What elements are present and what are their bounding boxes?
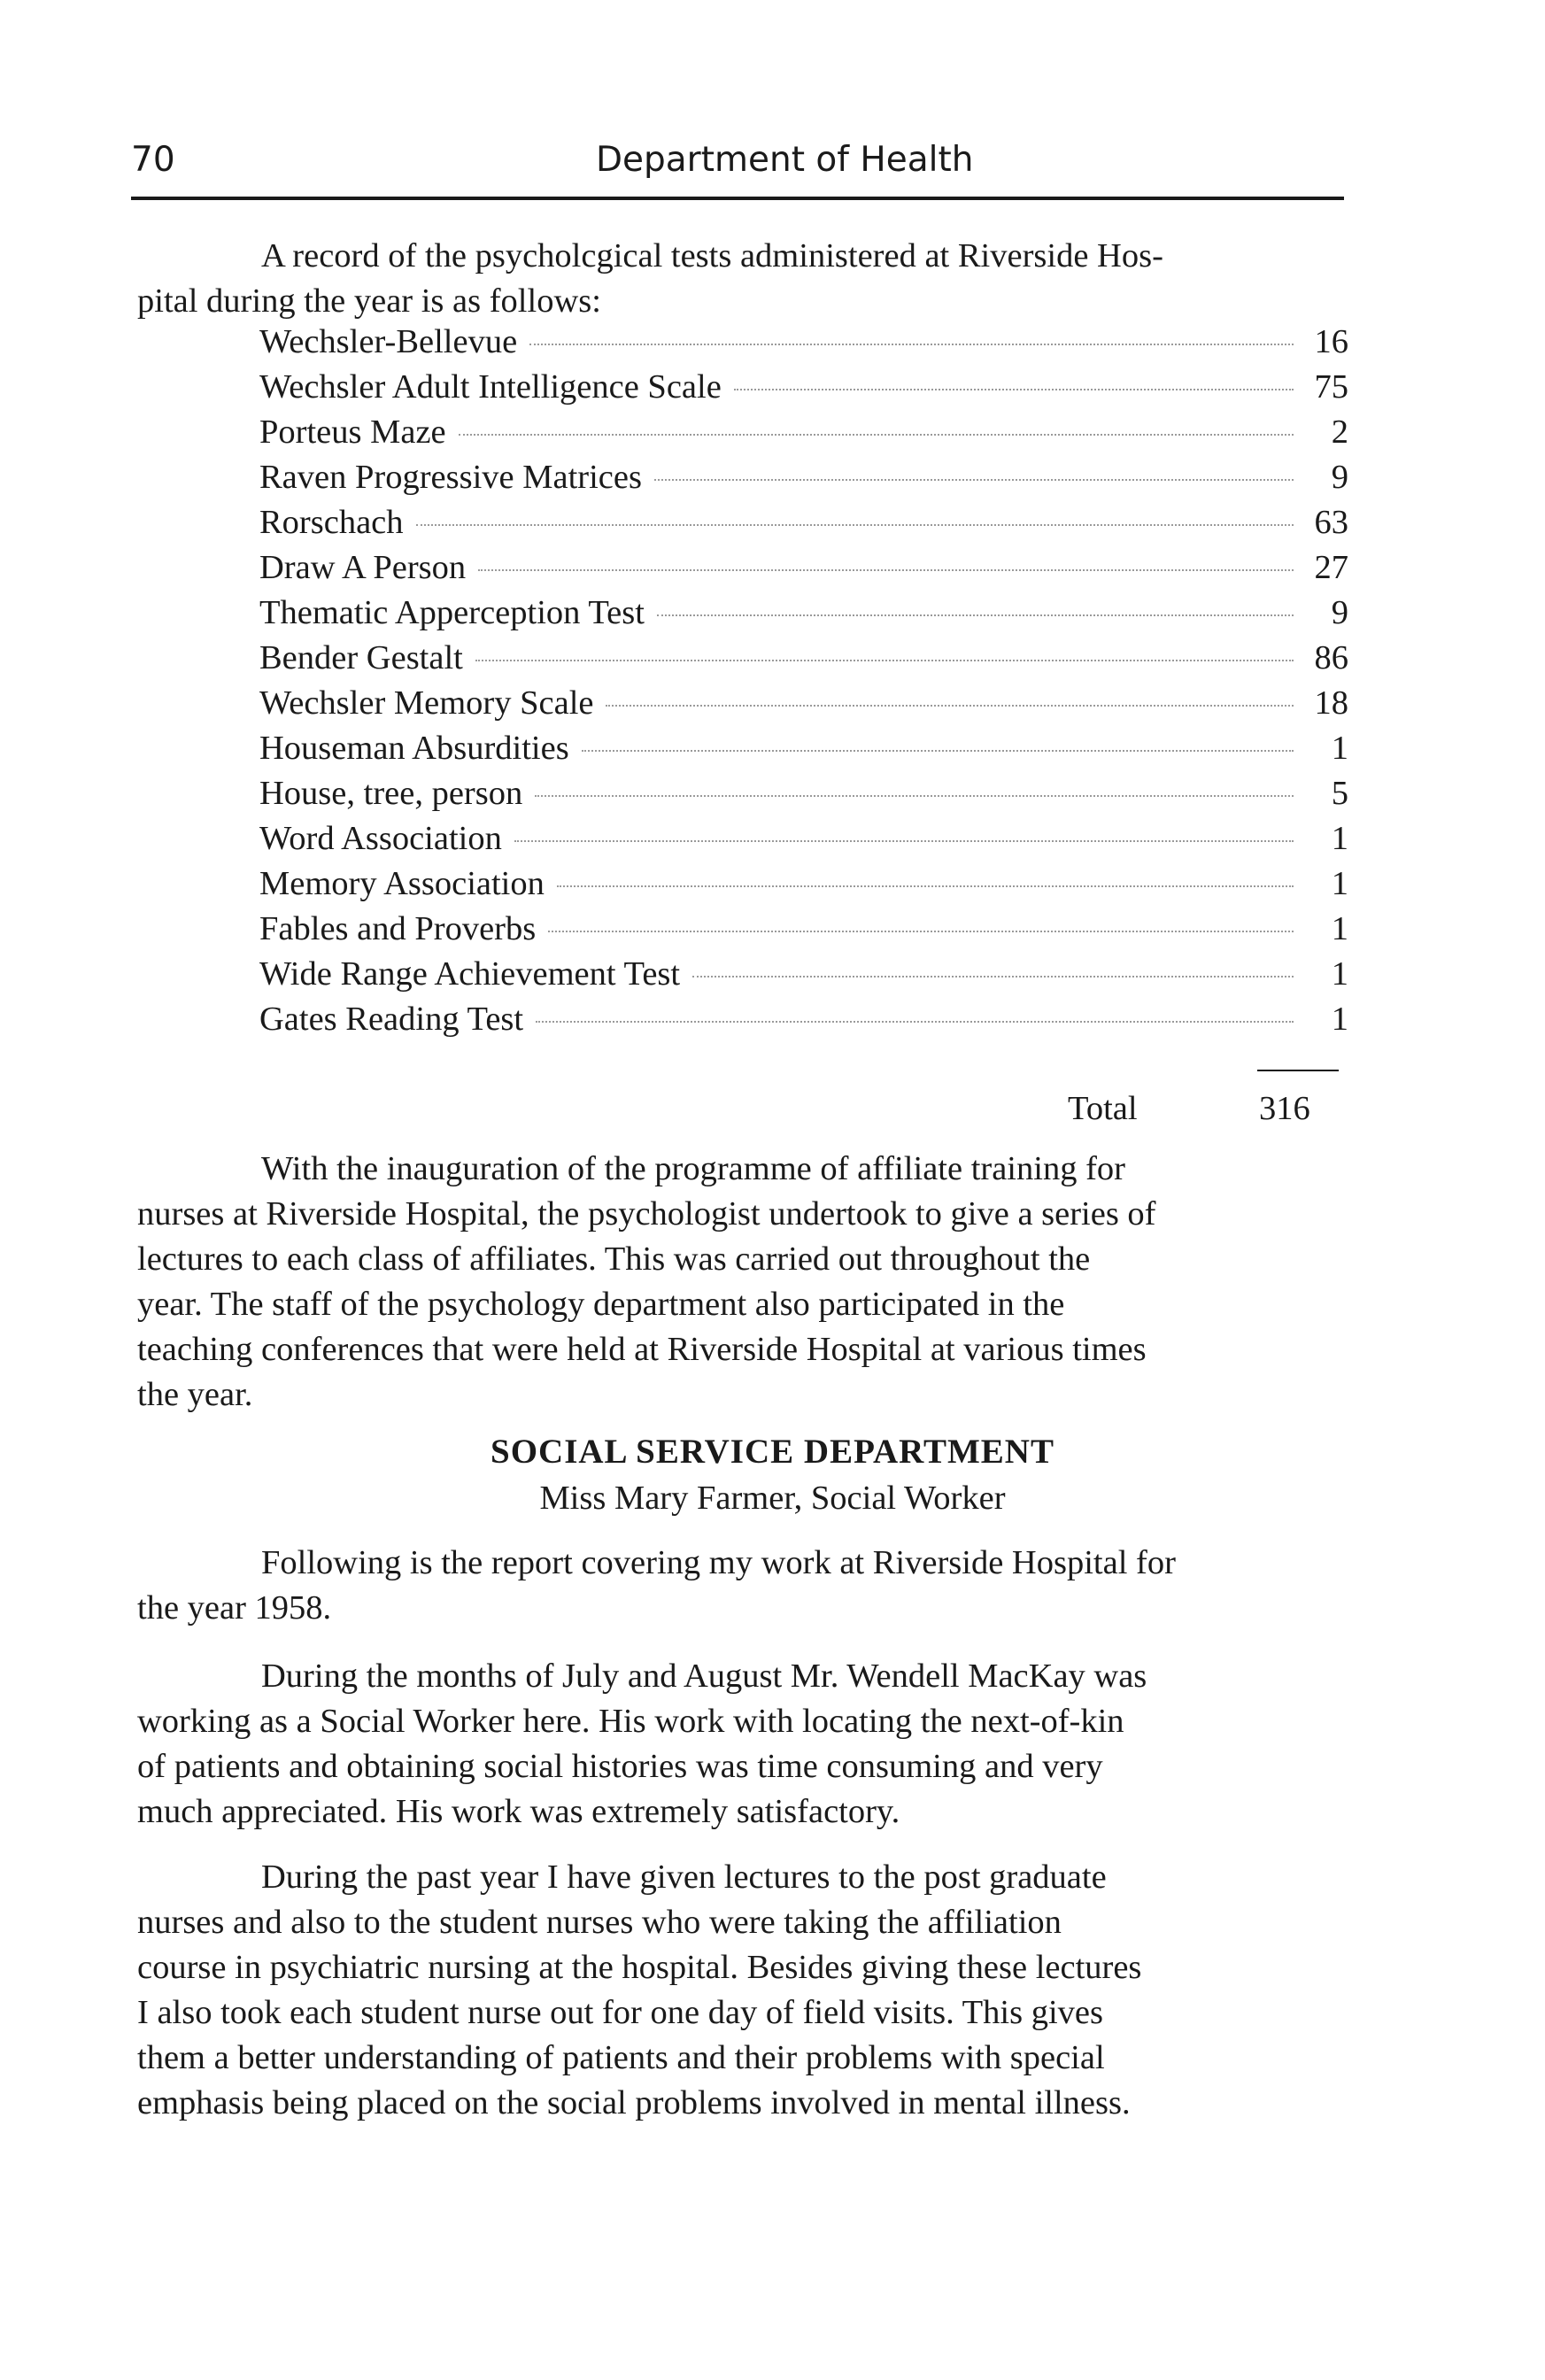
test-row (259, 954, 1348, 1000)
test-count: 2 (1331, 413, 1348, 451)
page-number: 70 (131, 140, 175, 180)
test-count: 18 (1314, 684, 1348, 722)
text-line: nurses at Riverside Hospital, the psychologist undertook to give a series of (137, 1195, 1156, 1232)
total-rule (1257, 1070, 1339, 1071)
text-line: With the inauguration of the programme of affiliate training for (261, 1150, 1125, 1187)
dot-leader (475, 660, 1294, 661)
text-line: pital during the year is as follows: (137, 282, 601, 320)
text-line: lectures to each class of affiliates. This was carried out throughout the (137, 1240, 1091, 1278)
test-name: Fables and Proverbs (259, 910, 537, 947)
test-name: Thematic Apperception Test (259, 594, 645, 631)
test-count: 9 (1331, 459, 1348, 496)
test-name: Raven Progressive Matrices (259, 459, 642, 496)
test-row (259, 909, 1348, 954)
test-row (259, 729, 1348, 774)
test-row (259, 1000, 1348, 1045)
tests-table (259, 322, 1348, 1045)
test-row (259, 593, 1348, 638)
report-paragraph (137, 1541, 1461, 1631)
dot-leader (657, 614, 1294, 616)
header-rule (131, 197, 1344, 200)
dot-leader (536, 1021, 1294, 1023)
test-row (259, 819, 1348, 864)
text-line: nurses and also to the student nurses who were taking the affiliation (137, 1904, 1062, 1941)
test-count: 1 (1331, 730, 1348, 767)
total-value: 316 (1259, 1090, 1310, 1127)
test-count: 86 (1314, 639, 1348, 676)
text-line: them a better understanding of patients and their problems with special (137, 2039, 1105, 2076)
test-name: Memory Association (259, 865, 545, 902)
test-count: 63 (1314, 504, 1348, 541)
dot-leader (535, 795, 1294, 797)
text-line: the year. (137, 1376, 253, 1413)
test-count: 75 (1314, 368, 1348, 406)
test-row (259, 638, 1348, 684)
dot-leader (529, 344, 1294, 345)
dot-leader (606, 705, 1294, 707)
text-line: the year 1958. (137, 1589, 332, 1627)
dot-leader (416, 524, 1294, 526)
test-row (259, 458, 1348, 503)
dot-leader (654, 479, 1294, 481)
running-head: Department of Health (596, 140, 974, 180)
test-row (259, 503, 1348, 548)
test-row (259, 548, 1348, 593)
test-count: 1 (1331, 1001, 1348, 1038)
text-line: Following is the report covering my work at Riverside Hospital for (261, 1544, 1176, 1581)
test-count: 27 (1314, 549, 1348, 586)
test-name: House, tree, person (259, 775, 523, 812)
text-line: I also took each student nurse out for one day of field visits. This gives (137, 1994, 1103, 2031)
test-name: Rorschach (259, 504, 404, 541)
text-line: During the past year I have given lectures to the post graduate (261, 1858, 1107, 1896)
lectures-paragraph (137, 1855, 1461, 2126)
text-line: During the months of July and August Mr. Wendell MacKay was (261, 1658, 1147, 1695)
text-line: teaching conferences that were held at Riverside Hospital at various times (137, 1331, 1147, 1368)
text-line: emphasis being placed on the social problems involved in mental illness. (137, 2084, 1131, 2121)
mackay-paragraph (137, 1654, 1461, 1835)
test-name: Word Association (259, 820, 502, 857)
programme-paragraph (137, 1147, 1461, 1418)
test-name: Draw A Person (259, 549, 467, 586)
page-header (131, 133, 1459, 189)
test-name: Houseman Absurdities (259, 730, 569, 767)
text-line: course in psychiatric nursing at the hospital. Besides giving these lectures (137, 1949, 1142, 1986)
test-count: 9 (1331, 594, 1348, 631)
test-name: Bender Gestalt (259, 639, 463, 676)
test-count: 1 (1331, 865, 1348, 902)
dot-leader (582, 750, 1294, 752)
test-row (259, 684, 1348, 729)
text-line: year. The staff of the psychology department also participated in the (137, 1286, 1065, 1323)
intro-paragraph (137, 234, 1461, 324)
dot-leader (478, 569, 1294, 571)
test-name: Porteus Maze (259, 413, 446, 451)
test-count: 1 (1331, 955, 1348, 993)
dot-leader (692, 976, 1294, 978)
test-name: Wechsler-Bellevue (259, 323, 518, 360)
test-name: Gates Reading Test (259, 1001, 524, 1038)
text-line: A record of the psycholcgical tests administered at Riverside Hos- (261, 237, 1163, 274)
test-row (259, 774, 1348, 819)
test-row (259, 864, 1348, 909)
test-row (259, 322, 1348, 367)
test-row (259, 367, 1348, 413)
text-line: working as a Social Worker here. His work with locating the next-of-kin (137, 1703, 1124, 1740)
section-heading: SOCIAL SERVICE DEPARTMENT (491, 1433, 1054, 1471)
test-count: 16 (1314, 323, 1348, 360)
dot-leader (548, 931, 1294, 932)
test-name: Wide Range Achievement Test (259, 955, 681, 993)
total-label: Total (1068, 1090, 1138, 1127)
section-byline: Miss Mary Farmer, Social Worker (539, 1480, 1006, 1517)
dot-leader (459, 434, 1294, 436)
test-count: 5 (1331, 775, 1348, 812)
test-count: 1 (1331, 820, 1348, 857)
dot-leader (557, 885, 1294, 887)
test-name: Wechsler Adult Intelligence Scale (259, 368, 722, 406)
test-name: Wechsler Memory Scale (259, 684, 594, 722)
dot-leader (734, 389, 1294, 390)
text-line: much appreciated. His work was extremely satisfactory. (137, 1793, 900, 1830)
test-count: 1 (1331, 910, 1348, 947)
dot-leader (514, 840, 1294, 842)
test-row (259, 413, 1348, 458)
text-line: of patients and obtaining social histories was time consuming and very (137, 1748, 1103, 1785)
